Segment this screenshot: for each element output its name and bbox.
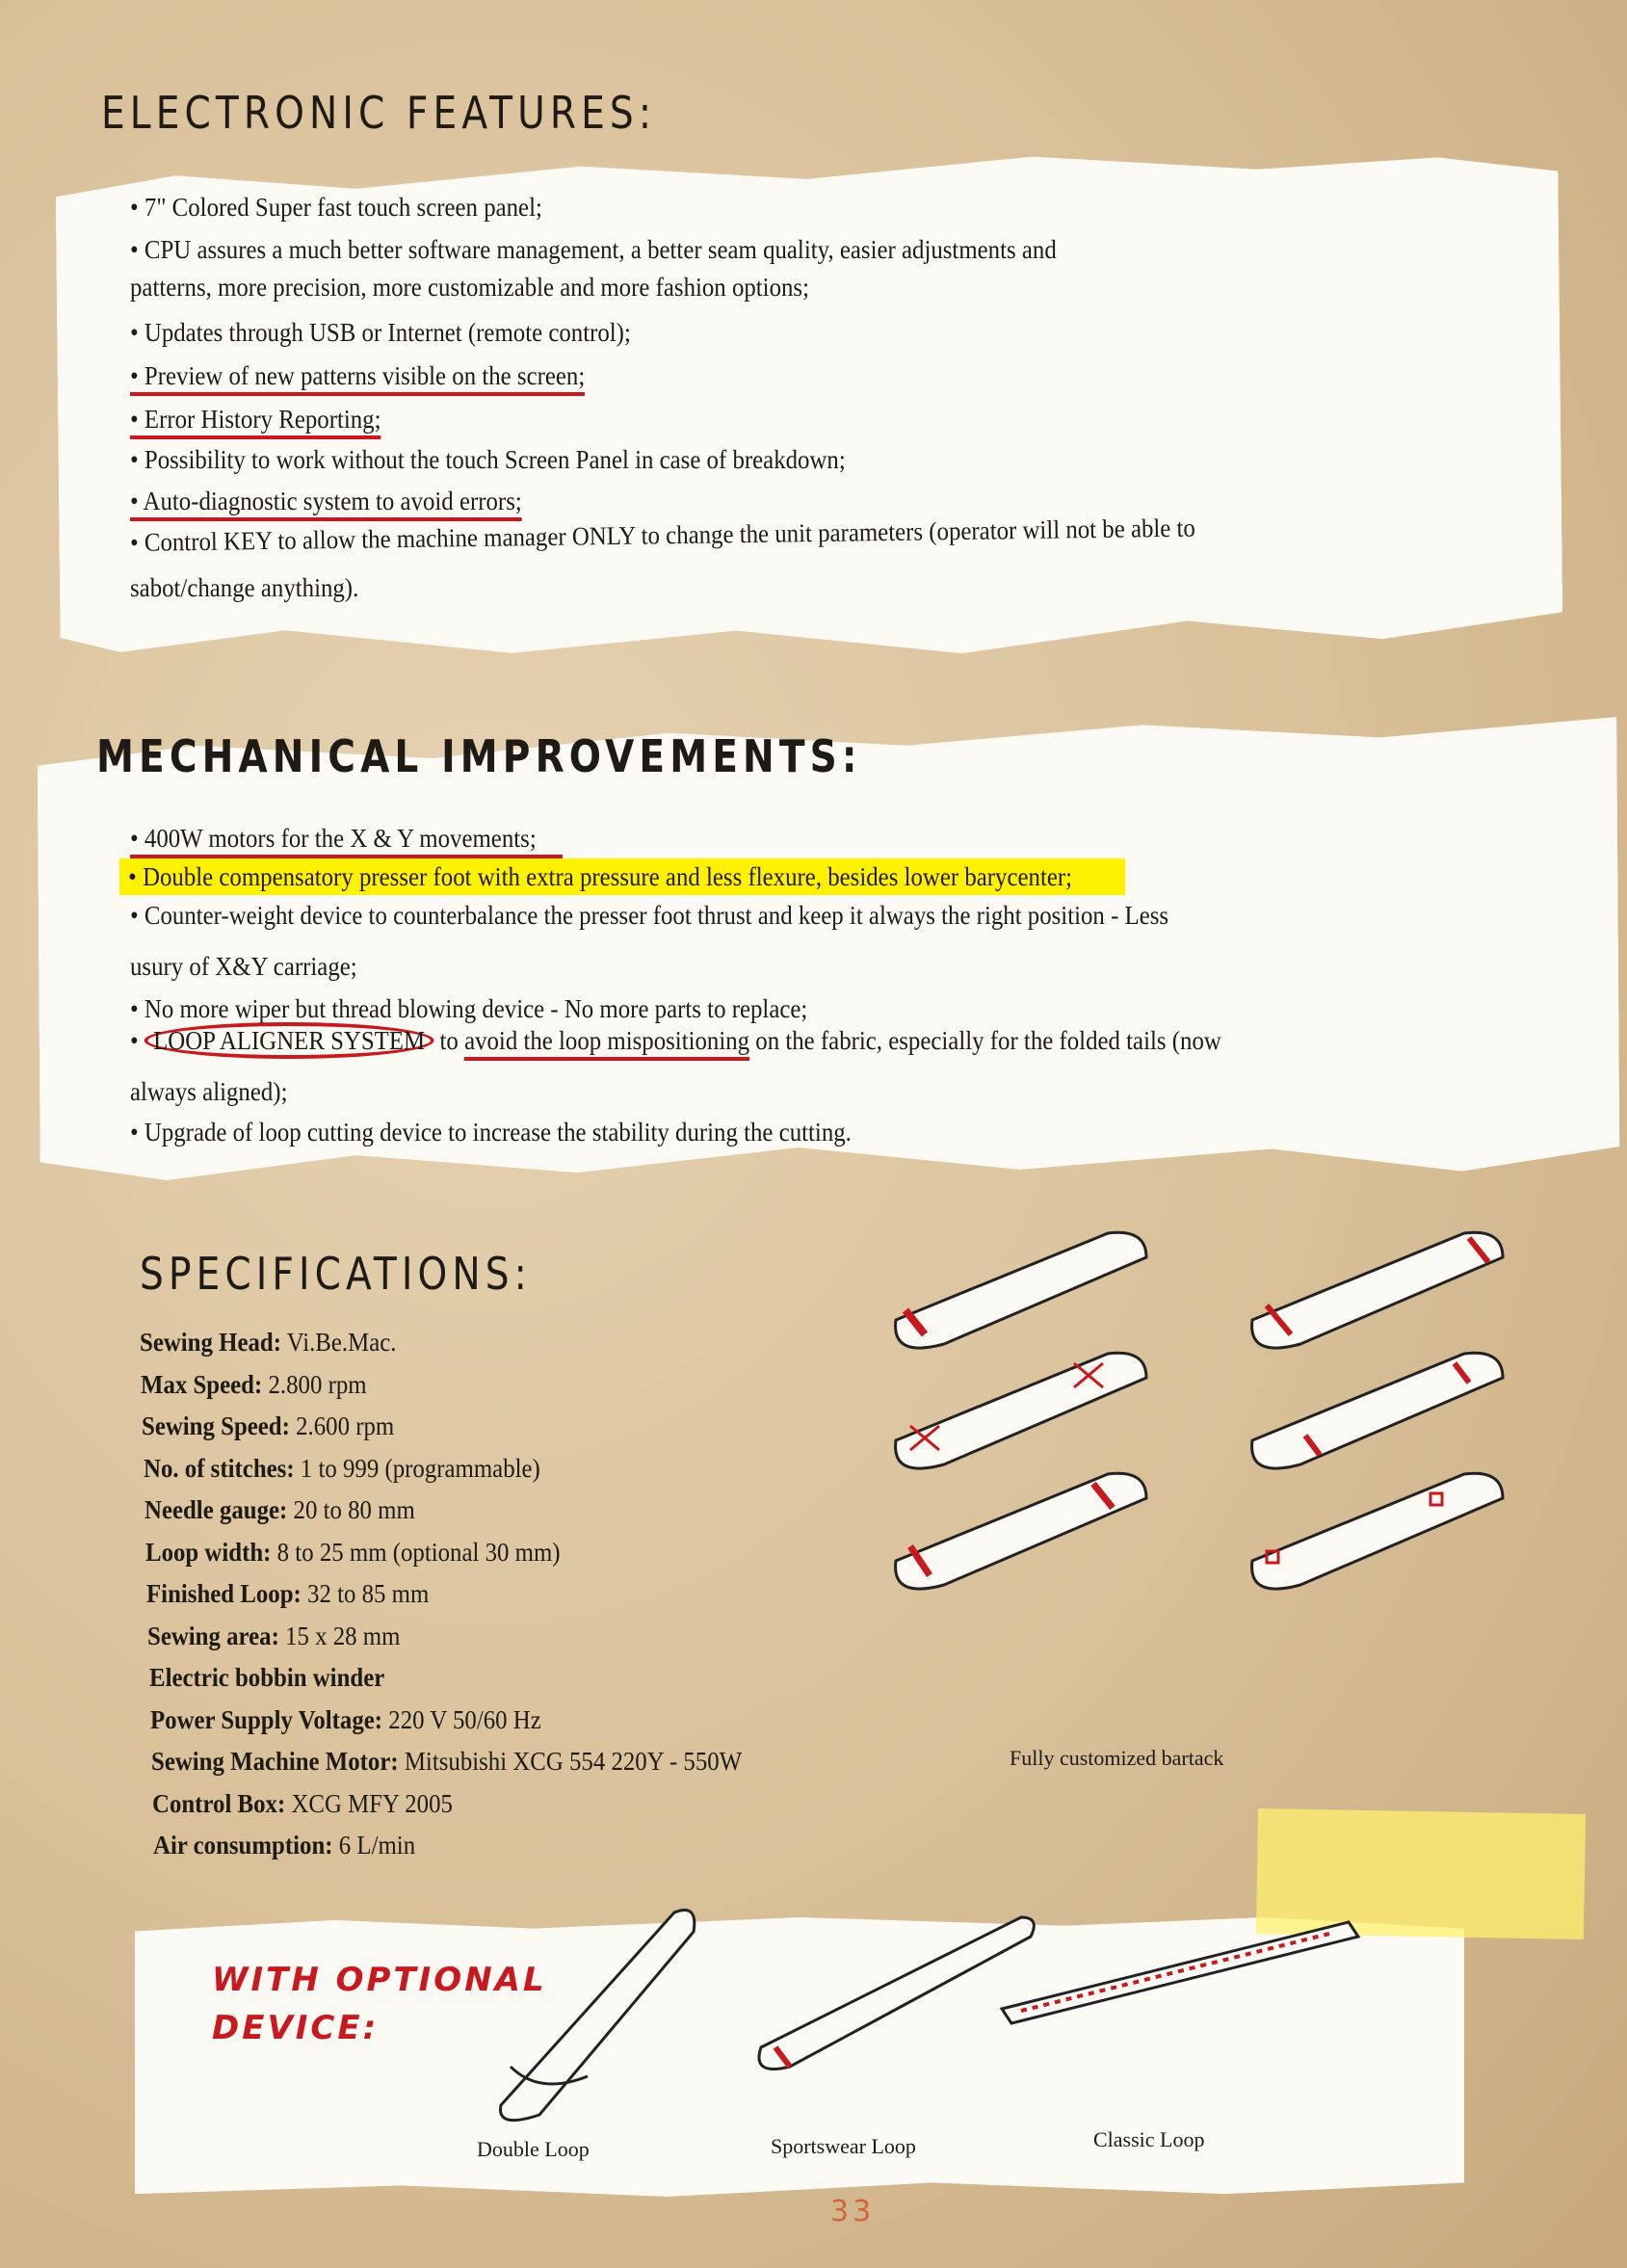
mechanical-line: usury of X&Y carriage; bbox=[130, 952, 357, 981]
spec-item bbox=[144, 1454, 540, 1484]
electronic-line: • Control KEY to allow the machine manager ONLY to change the unit parameters (operator will not be able to bbox=[129, 513, 1196, 557]
loop-4 bbox=[1252, 1353, 1503, 1468]
loop-1 bbox=[896, 1232, 1146, 1348]
mechanical-line bbox=[130, 862, 1125, 892]
spec-label: Loop width: bbox=[145, 1537, 272, 1567]
spec-label: Needle gauge: bbox=[144, 1495, 288, 1524]
spec-value: 15 x 28 mm bbox=[279, 1621, 401, 1650]
optional-title-line: WITH OPTIONAL bbox=[212, 1961, 547, 1999]
electronic-line: • 7" Colored Super fast touch screen panel; bbox=[130, 193, 542, 222]
spec-value: 2.800 rpm bbox=[262, 1369, 367, 1399]
highlighted-text: • Double compensatory presser foot with extra pressure and less flexure, besides lower barycenter; bbox=[119, 858, 1125, 895]
caption-double-loop: Double Loop bbox=[477, 2137, 590, 2161]
optional-title-line: DEVICE: bbox=[212, 2009, 380, 2047]
mechanical-line: always aligned); bbox=[130, 1077, 288, 1106]
spec-label: Sewing Head: bbox=[140, 1328, 281, 1357]
sportswear-loop bbox=[759, 1917, 1034, 2070]
spec-item bbox=[141, 1370, 367, 1400]
caption-sportswear-loop: Sportswear Loop bbox=[771, 2134, 916, 2158]
double-loop bbox=[501, 1911, 695, 2121]
mechanical-line: • Counter-weight device to counterbalance the presser foot thrust and keep it always the right position - Less bbox=[130, 901, 1169, 930]
underlined-text: • Auto-diagnostic system to avoid errors; bbox=[130, 487, 522, 521]
text: to bbox=[433, 1026, 465, 1055]
electronic-line: • CPU assures a much better software management, a better seam quality, easier adjustments and bbox=[130, 235, 1057, 264]
mechanical-improvements-title: MECHANICAL IMPROVEMENTS: bbox=[96, 730, 862, 782]
spec-label: Sewing area: bbox=[147, 1621, 280, 1650]
underlined-text: • 400W motors for the X & Y movements; bbox=[130, 824, 563, 858]
electronic-line bbox=[130, 405, 381, 435]
spec-value: 1 to 999 (programmable) bbox=[294, 1453, 540, 1483]
electronic-line bbox=[130, 487, 522, 516]
optional-loops-illustration bbox=[482, 1903, 1378, 2124]
underlined-text: • Preview of new patterns visible on the screen; bbox=[130, 361, 585, 396]
figure-caption: Fully customized bartack bbox=[1010, 1746, 1224, 1770]
spec-label: Sewing Machine Motor: bbox=[151, 1747, 399, 1776]
loop-5 bbox=[896, 1473, 1146, 1589]
spec-label: Max Speed: bbox=[141, 1369, 263, 1399]
spec-label: Sewing Speed: bbox=[142, 1411, 291, 1440]
spec-value: 220 V 50/60 Hz bbox=[381, 1704, 541, 1734]
text: on the fabric, especially for the folded tails (now bbox=[749, 1026, 1221, 1055]
electronic-line: patterns, more precision, more customizable and more fashion options; bbox=[130, 273, 809, 302]
spec-item bbox=[144, 1495, 415, 1525]
electronic-line bbox=[130, 361, 585, 391]
spec-item bbox=[151, 1747, 742, 1777]
spec-value: 6 L/min bbox=[332, 1831, 416, 1859]
bartack-loops-illustration bbox=[867, 1214, 1541, 1696]
mechanical-line: • No more wiper but thread blowing device - No more parts to replace; bbox=[130, 994, 808, 1023]
loop-6 bbox=[1252, 1473, 1503, 1589]
spec-label: Air consumption: bbox=[153, 1831, 333, 1859]
mechanical-line: • Upgrade of loop cutting device to increase the stability during the cutting. bbox=[130, 1118, 852, 1147]
spec-label: No. of stitches: bbox=[143, 1453, 295, 1483]
spec-label: Electric bobbin winder bbox=[148, 1663, 384, 1692]
spec-value: 20 to 80 mm bbox=[287, 1495, 415, 1524]
spec-item bbox=[152, 1789, 453, 1819]
spec-label: Power Supply Voltage: bbox=[149, 1704, 382, 1734]
underlined-text: avoid the loop mispositioning bbox=[464, 1026, 749, 1061]
spec-item bbox=[140, 1328, 396, 1358]
spec-item bbox=[146, 1579, 429, 1609]
loop-3 bbox=[896, 1353, 1146, 1468]
spec-item bbox=[147, 1622, 400, 1651]
mechanical-line: • LOOP ALIGNER SYSTEM to avoid the loop mispositioning on the fabric, especially for the folded tails (now bbox=[130, 1026, 1221, 1056]
electronic-features-title: ELECTRONIC FEATURES: bbox=[101, 87, 657, 139]
spec-value: 8 to 25 mm (optional 30 mm) bbox=[271, 1537, 561, 1567]
spec-item bbox=[145, 1538, 561, 1568]
spec-value: Mitsubishi XCG 554 220Y - 550W bbox=[398, 1747, 743, 1776]
spec-item bbox=[149, 1663, 384, 1693]
mechanical-line bbox=[130, 824, 563, 854]
electronic-line: sabot/change anything). bbox=[130, 573, 359, 602]
spec-item bbox=[153, 1831, 415, 1860]
spec-label: Control Box: bbox=[152, 1788, 286, 1818]
specifications-title: SPECIFICATIONS: bbox=[140, 1248, 532, 1300]
electronic-line: • Possibility to work without the touch Screen Panel in case of breakdown; bbox=[130, 445, 846, 474]
spec-value: 2.600 rpm bbox=[290, 1411, 395, 1440]
page-number: 33 bbox=[830, 2195, 876, 2228]
spec-value: XCG MFY 2005 bbox=[285, 1788, 454, 1818]
spec-item bbox=[142, 1411, 394, 1441]
spec-label: Finished Loop: bbox=[146, 1579, 302, 1608]
spec-item bbox=[150, 1705, 541, 1735]
circled-text: LOOP ALIGNER SYSTEM bbox=[144, 1022, 433, 1059]
electronic-line: • Updates through USB or Internet (remote control); bbox=[130, 318, 631, 347]
spec-value: 32 to 85 mm bbox=[302, 1579, 430, 1608]
loop-2 bbox=[1252, 1232, 1503, 1348]
caption-classic-loop: Classic Loop bbox=[1093, 2127, 1205, 2151]
spec-value: Vi.Be.Mac. bbox=[280, 1328, 397, 1357]
underlined-text: • Error History Reporting; bbox=[130, 405, 381, 439]
